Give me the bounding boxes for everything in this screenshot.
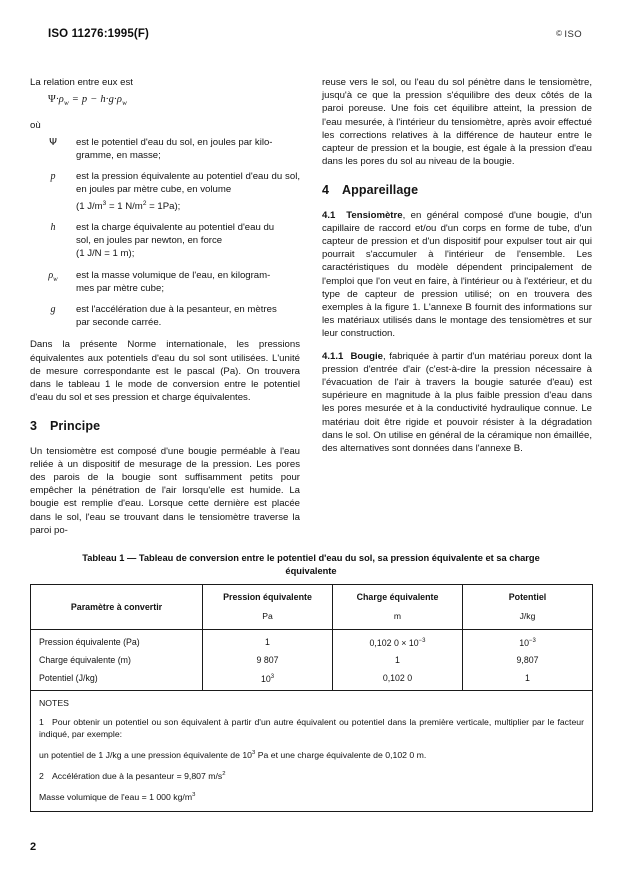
clause-4-1-body: , en général composé d'une bougie, d'un capillaire de raccord et/ou d'un corps en forme de tube, d'un capteur de pression et d'un dispositif pour expulser tout air qui pourrait s'accumuler à l'intérieur de l'ensemble. Les caractéristiques du modèle dépendent principalement de l'emploi que l'on veut en faire, à l'intérieur ou à l'extérieur, et du type de capteur de pression utilisé; on en trouvera des exemples à la figure 1. L'annexe B fournit des informations sur les matériaux utilisés dans le montage des tensiomètres et sur leur construction. xyxy=(322,209,592,340)
column-header-potential xyxy=(463,585,593,630)
cell-potential: 9,807 xyxy=(463,651,593,668)
definition-row xyxy=(30,269,300,295)
column-header-potential-unit: J/kg xyxy=(519,611,536,621)
cell-potential-exponent: −3 xyxy=(528,638,536,644)
definition-text: est la pression équivalente au potentiel d'eau du sol, en joules par mètre cube, en volume (1 $J/m^3 = 1$ $N/m^2 = 1Pa$); xyxy=(76,171,300,212)
symbol-rho-w: $\rho_w$ xyxy=(48,269,58,283)
section-3-number: 3 xyxy=(30,419,38,434)
where-label: où xyxy=(30,119,41,131)
copyright-line xyxy=(556,29,582,40)
clause-4-1-1-number: 4.1.1 xyxy=(322,350,344,362)
column-header-head-unit: m xyxy=(393,611,402,621)
note-2-number: 2 xyxy=(39,770,44,781)
cell-potential-mantissa: 10 xyxy=(519,637,529,648)
column-header-head-label: Charge équivalente xyxy=(356,592,439,602)
standard-reference: ISO 11276:1995(F) xyxy=(48,28,149,40)
note-item-example: un potentiel de 1 J/kg a une pression équivalente de $10^3$ Pa et une charge équivalente de 0,102 0 m. xyxy=(39,749,427,760)
table-notes-row xyxy=(31,690,593,811)
definition-row xyxy=(30,136,300,162)
table-header-row xyxy=(31,585,593,630)
table-notes xyxy=(31,690,593,811)
definition-row xyxy=(30,170,300,213)
cell-pressure: 9 807 xyxy=(203,651,333,668)
table-row xyxy=(31,668,593,690)
cell-pressure-exponent: 3 xyxy=(270,673,275,680)
cell-head-mantissa: 0,102 0 × 10 xyxy=(369,637,419,648)
section-4-number: 4 xyxy=(322,183,330,198)
symbol-h: h xyxy=(50,221,56,233)
running-head xyxy=(48,28,582,44)
section-3-title: Principe xyxy=(50,419,101,434)
symbol-g: g xyxy=(50,303,56,315)
table-caption xyxy=(30,552,592,577)
heading-section-4 xyxy=(322,184,592,197)
page-number: 2 xyxy=(30,841,37,853)
column-header-potential-label: Potentiel xyxy=(508,592,547,602)
note-item-density: Masse volumique de l'eau = 1 000 $kg/m^3$ xyxy=(39,791,196,802)
symbol-p: p xyxy=(50,171,56,183)
section-4-title: Appareillage xyxy=(342,183,419,198)
section-3-body: Un tensiomètre est composé d'une bougie perméable à l'eau reliée à un dispositif de mesurage de la pression. Les pores des parois de la bougie sont suffisamment petits pour empêcher la pénétration de l'air lorsqu'elle est humide. La bougie est remplie d'eau. Lorsque cette dernière est placée dans le sol, l'eau se trouvant dans le tensiomètre traverse la paroi po- xyxy=(30,445,300,536)
left-column xyxy=(30,76,300,546)
symbol-psi: Ψ xyxy=(49,136,57,148)
right-column xyxy=(322,76,592,546)
clause-4-1-number: 4.1 xyxy=(322,209,336,221)
table-caption-line2: équivalente xyxy=(285,565,337,576)
column-header-head xyxy=(333,585,463,630)
cell-parameter: Pression équivalente (Pa) xyxy=(31,630,203,652)
relation-intro: La relation entre eux est xyxy=(30,77,133,88)
column-header-pressure-label: Pression équivalente xyxy=(223,592,312,602)
column-header-parameter-label: Paramètre à convertir xyxy=(70,601,163,612)
cell-pressure: 1 xyxy=(203,630,333,652)
table-row xyxy=(31,630,593,652)
cell-head: 0,102 0 xyxy=(333,668,463,690)
cell-head xyxy=(333,630,463,652)
cell-parameter: Potentiel (J/kg) xyxy=(31,668,203,690)
copyright-icon: © xyxy=(556,29,563,38)
clause-4-1-1 xyxy=(322,350,592,456)
cell-parameter: Charge équivalente (m) xyxy=(31,651,203,668)
definition-text: est le potentiel d'eau du sol, en joules par kilo- gramme, en masse; xyxy=(76,136,273,161)
definition-text: est l'accélération due à la pesanteur, en mètres par seconde carrée. xyxy=(76,303,277,329)
column-header-pressure xyxy=(203,585,333,630)
table-header-row-group xyxy=(31,585,593,630)
definition-text: est la masse volumique de l'eau, en kilogram- mes par mètre cube; xyxy=(76,269,271,294)
paragraph-units: Dans la présente Norme internationale, les pressions équivalentes aux potentiels d'eau du sol sont utilisées. L'unité de mesure correspondante est le pascal (Pa). On trouvera dans le tableau 1 le mode de conversion entre le potentiel d'eau du sol et ses pression et charge équivalentes. xyxy=(30,339,300,404)
table-row xyxy=(31,651,593,668)
organization-label: ISO xyxy=(564,29,582,40)
clause-4-1-1-lead: Bougie xyxy=(350,350,383,362)
clause-4-1-1-body: , fabriquée à partir d'un matériau poreux dont la pression d'entrée d'air (c'est-à-dire la pression nécessaire à l'évacuation de l'air à travers la bougie saturée d'eau) est supérieure en magnitude à la plus faible pression d'eau dans les pores mesurée et à la conductivité hydraulique connue. Le matériau doit être rigide et pouvoir résister à la dégradation dans le sol. On utilise en général de la céramique non émaillée, des alternatives sont données dans l'annexe B. xyxy=(322,350,592,455)
note-item-1: 1 Pour obtenir un potentiel ou son équivalent à partir d'un autre équivalent ou potentiel dans la première verticale, multiplier par le facteur indiqué, par exemple: xyxy=(39,716,584,739)
column-header-pressure-unit: Pa xyxy=(262,611,273,621)
definition-row xyxy=(30,303,300,329)
table-body xyxy=(31,630,593,812)
cell-head-exponent: −3 xyxy=(418,638,426,644)
table-caption-line1: Tableau 1 — Tableau de conversion entre le potentiel d'eau du sol, sa pression équivalente et sa charge xyxy=(82,553,540,563)
definition-text: est la charge équivalente au potentiel d'eau du sol, en joules par newton, en force (1 J/N = 1 m); xyxy=(76,221,275,260)
clause-4-1 xyxy=(322,209,592,341)
definition-row xyxy=(30,221,300,261)
notes-title: NOTES xyxy=(39,697,69,708)
table-block xyxy=(30,552,592,812)
cell-potential xyxy=(463,630,593,652)
cell-head: 1 xyxy=(333,651,463,668)
symbol-definition-list xyxy=(30,136,300,330)
column-header-parameter xyxy=(31,585,203,630)
cell-pressure-mantissa: 10 xyxy=(260,673,271,684)
cell-pressure xyxy=(203,668,333,690)
body-columns xyxy=(30,76,592,546)
cell-potential: 1 xyxy=(463,668,593,690)
principe-continuation: reuse vers le sol, ou l'eau du sol pénètre dans le tensiomètre, jusqu'à ce que la pression s'équilibre des deux côtés de la paroi poreuse. Une fois cet équilibre atteint, la pression de l'eau mesurée, à l'intérieur du tensiomètre, après avoir effectué les corrections relatives à la différence de hauteur entre le capteur de pression et la bougie, est égale à la pression d'eau dans les pores du sol au niveau de la bougie. xyxy=(322,77,592,168)
clause-4-1-lead: Tensiomètre xyxy=(346,209,403,221)
equation-psi-rho: $\Psi\cdot\rho_w = p - h\cdot g\cdot\rho_w$ xyxy=(48,94,128,108)
note-item-2: 2 Accélération due à la pesanteur = 9,807 $m/s^2$ xyxy=(39,770,226,781)
note-1-number: 1 xyxy=(39,716,44,727)
heading-section-3 xyxy=(30,420,300,433)
conversion-table xyxy=(30,584,593,812)
